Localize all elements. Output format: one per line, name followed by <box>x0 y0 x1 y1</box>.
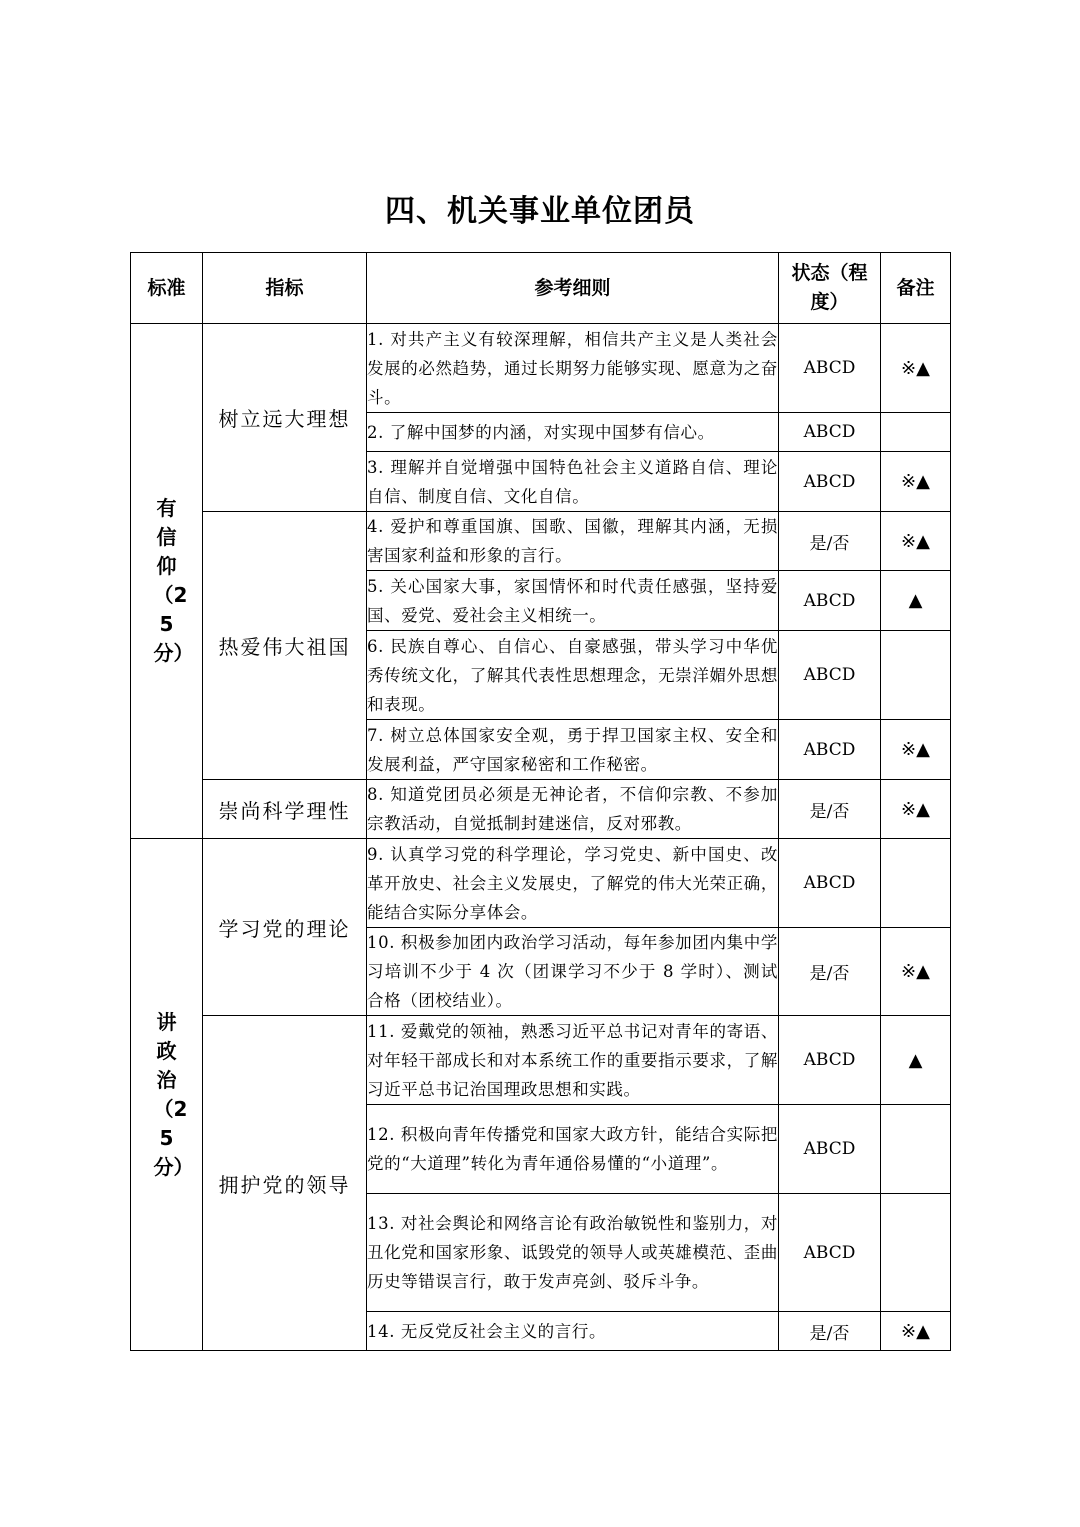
indicator-cell: 崇尚科学理性 <box>203 780 367 839</box>
note-cell <box>881 1105 951 1194</box>
detail-cell: 10. 积极参加团内政治学习活动，每年参加团内集中学习培训不少于 4 次（团课学习不少于 8 学时）、测试合格（团校结业）。 <box>367 928 779 1016</box>
status-cell: ABCD <box>779 1194 881 1312</box>
standard-cell <box>131 324 203 839</box>
indicator-cell: 热爱伟大祖国 <box>203 512 367 780</box>
note-cell <box>881 413 951 452</box>
note-cell <box>881 1194 951 1312</box>
note-cell <box>881 631 951 720</box>
note-cell: ※▲ <box>881 452 951 512</box>
table-row <box>131 839 951 928</box>
table-row <box>131 324 951 413</box>
status-cell: ABCD <box>779 324 881 413</box>
header-notes: 备注 <box>881 253 951 324</box>
status-cell: ABCD <box>779 839 881 928</box>
detail-cell: 4. 爱护和尊重国旗、国歌、国徽，理解其内涵，无损害国家利益和形象的言行。 <box>367 512 779 571</box>
detail-cell: 1. 对共产主义有较深理解，相信共产主义是人类社会发展的必然趋势，通过长期努力能够实现、愿意为之奋斗。 <box>367 324 779 413</box>
indicator-cell: 学习党的理论 <box>203 839 367 1016</box>
status-cell: ABCD <box>779 571 881 631</box>
header-details: 参考细则 <box>367 253 779 324</box>
table-row <box>131 512 951 571</box>
status-cell: 是/否 <box>779 512 881 571</box>
note-cell: ※▲ <box>881 324 951 413</box>
note-cell <box>881 839 951 928</box>
detail-cell: 11. 爱戴党的领袖，熟悉习近平总书记对青年的寄语、对年轻干部成长和对本系统工作的重要指示要求，了解习近平总书记治国理政思想和实践。 <box>367 1016 779 1105</box>
status-cell: 是/否 <box>779 780 881 839</box>
status-cell: ABCD <box>779 720 881 780</box>
status-cell: ABCD <box>779 413 881 452</box>
detail-cell: 9. 认真学习党的科学理论，学习党史、新中国史、改革开放史、社会主义发展史，了解党的伟大光荣正确，能结合实际分享体会。 <box>367 839 779 928</box>
table-row <box>131 1016 951 1105</box>
standard-label: 讲政治（25分） <box>153 1009 194 1179</box>
note-cell: ▲ <box>881 571 951 631</box>
header-status <box>779 253 881 324</box>
note-cell: ※▲ <box>881 1312 951 1351</box>
note-cell: ▲ <box>881 1016 951 1105</box>
detail-cell: 13. 对社会舆论和网络言论有政治敏锐性和鉴别力，对丑化党和国家形象、诋毁党的领导人或英雄模范、歪曲历史等错误言行，敢于发声亮剑、驳斥斗争。 <box>367 1194 779 1312</box>
status-cell: 是/否 <box>779 928 881 1016</box>
indicator-cell: 拥护党的领导 <box>203 1016 367 1351</box>
detail-cell: 3. 理解并自觉增强中国特色社会主义道路自信、理论自信、制度自信、文化自信。 <box>367 452 779 512</box>
detail-cell: 5. 关心国家大事，家国情怀和时代责任感强，坚持爱国、爱党、爱社会主义相统一。 <box>367 571 779 631</box>
detail-cell: 14. 无反党反社会主义的言行。 <box>367 1312 779 1351</box>
detail-cell: 7. 树立总体国家安全观，勇于捍卫国家主权、安全和发展利益，严守国家秘密和工作秘密。 <box>367 720 779 780</box>
evaluation-table <box>130 252 951 1351</box>
detail-cell: 6. 民族自尊心、自信心、自豪感强，带头学习中华优秀传统文化，了解其代表性思想理念，无崇洋媚外思想和表现。 <box>367 631 779 720</box>
status-cell: ABCD <box>779 1105 881 1194</box>
note-cell: ※▲ <box>881 780 951 839</box>
detail-cell: 12. 积极向青年传播党和国家大政方针，能结合实际把党的“大道理”转化为青年通俗易懂的“小道理”。 <box>367 1105 779 1194</box>
page-title: 四、机关事业单位团员 <box>385 194 695 229</box>
note-cell: ※▲ <box>881 720 951 780</box>
header-status-label: 状态（程度） <box>791 262 868 313</box>
detail-cell: 2. 了解中国梦的内涵，对实现中国梦有信心。 <box>367 413 779 452</box>
standard-label: 有信仰（25分） <box>153 496 194 665</box>
status-cell: ABCD <box>779 1016 881 1105</box>
detail-cell: 8. 知道党团员必须是无神论者，不信仰宗教、不参加宗教活动，自觉抵制封建迷信，反对邪教。 <box>367 780 779 839</box>
table-header-row <box>131 253 951 324</box>
indicator-cell: 树立远大理想 <box>203 324 367 512</box>
status-cell: ABCD <box>779 452 881 512</box>
note-cell: ※▲ <box>881 512 951 571</box>
status-cell: 是/否 <box>779 1312 881 1351</box>
standard-cell <box>131 839 203 1351</box>
note-cell: ※▲ <box>881 928 951 1016</box>
header-indicator: 指标 <box>203 253 367 324</box>
status-cell: ABCD <box>779 631 881 720</box>
table-row <box>131 780 951 839</box>
header-standard: 标准 <box>131 253 203 324</box>
